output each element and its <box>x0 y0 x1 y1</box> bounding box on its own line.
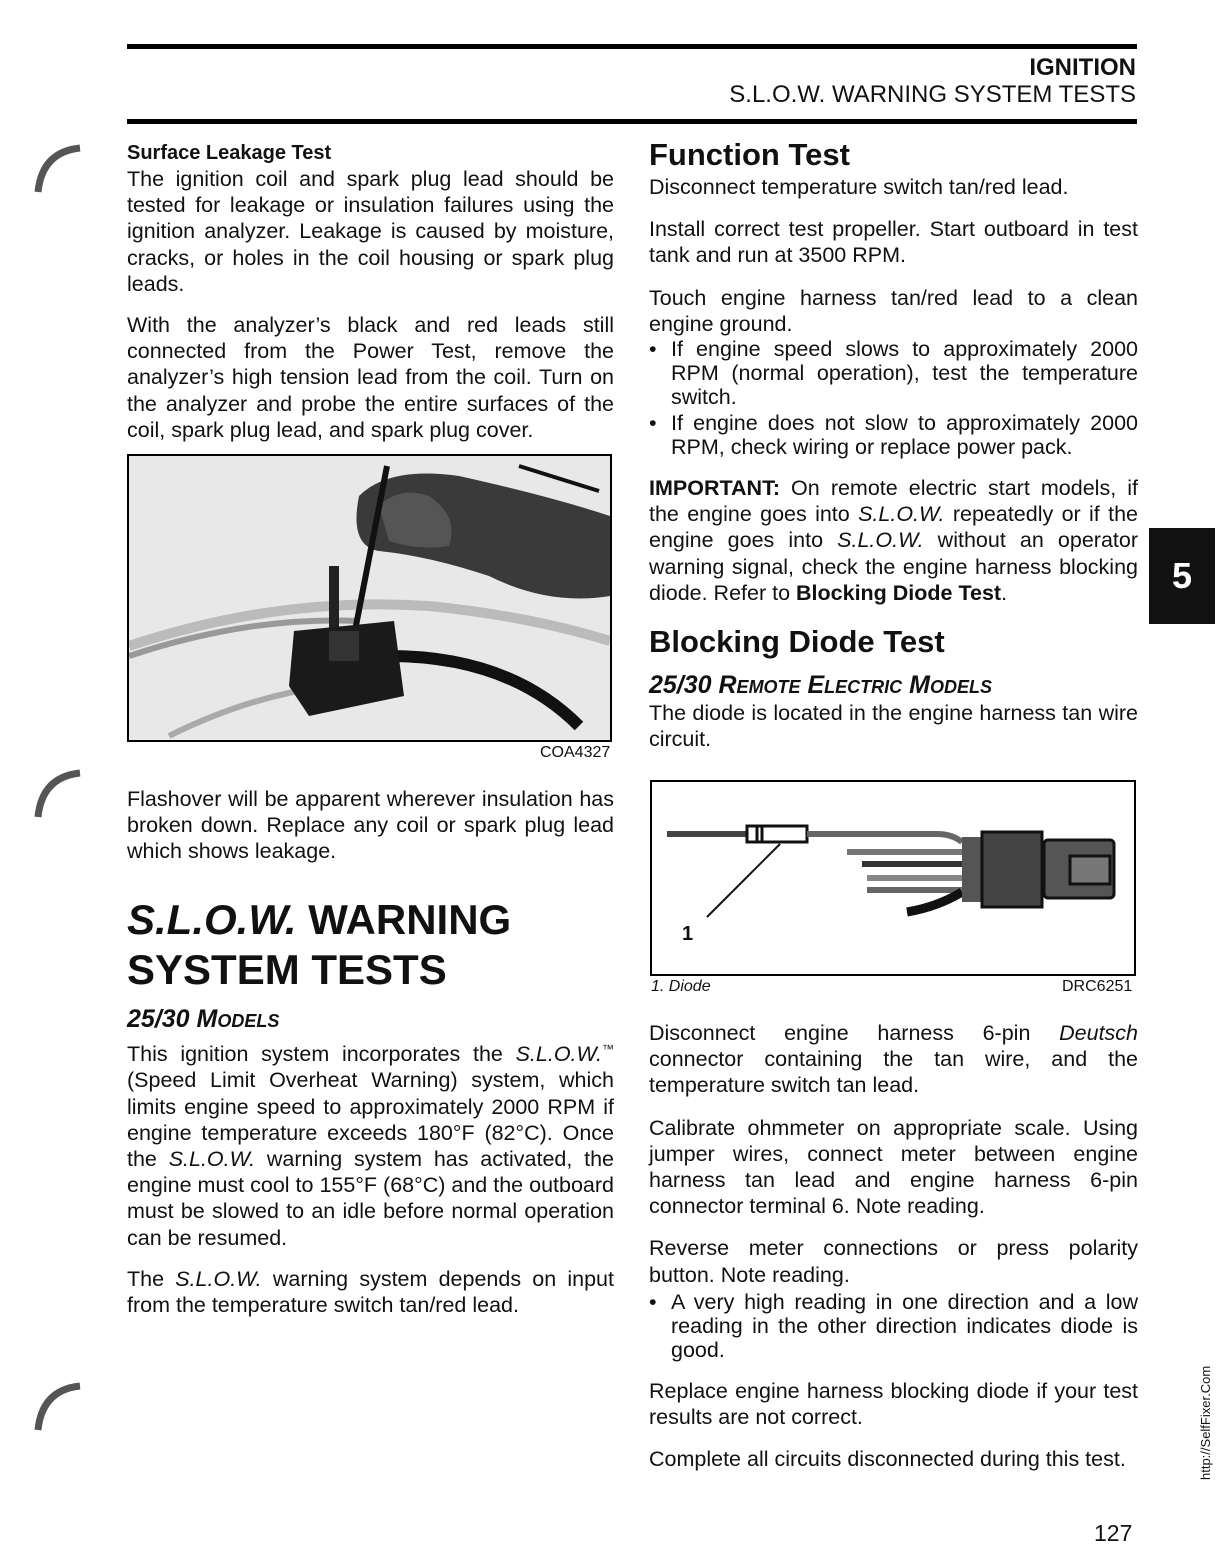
watermark-url: http://SelfFixer.Com <box>1198 1365 1213 1480</box>
punch-hole-mark-1 <box>34 140 84 200</box>
function-paragraph-3: Touch engine harness tan/red lead to a clean engine ground. <box>649 285 1138 336</box>
header-bottom-rule <box>127 119 1137 124</box>
remote-paragraph-4: Reverse meter connections or press polarity button. Note reading. <box>649 1236 1138 1287</box>
left-column-lower <box>127 786 614 865</box>
function-bullet-2: • If engine does not slow to approximately 2000 RPM, check wiring or replace power pack. <box>649 411 1138 459</box>
surface-leakage-paragraph-1: The ignition coil and spark plug lead should be tested for leakage or insulation failures using the ignition analyzer. Leakage is caused by moisture, cracks, or holes in the coil housing or spark plug leads. <box>127 167 614 296</box>
left-column <box>127 140 614 443</box>
slow-main-heading <box>127 895 614 995</box>
blocking-diode-heading: Blocking Diode Test <box>649 624 945 660</box>
header-title: IGNITION <box>1029 54 1136 81</box>
right-column-lower <box>649 1020 1138 1472</box>
figure-coil-probe-photo <box>127 454 612 742</box>
diode-callout-number: 1 <box>682 923 694 945</box>
chapter-tab: 5 <box>1149 528 1215 624</box>
figure2-code: DRC6251 <box>1062 978 1133 995</box>
figure-diode-diagram <box>650 780 1136 976</box>
function-bullet-1: • If engine speed slows to approximately 2000 RPM (normal operation), test the temperature switch. <box>649 337 1138 409</box>
header-top-rule <box>127 44 1137 49</box>
function-test-heading: Function Test <box>649 137 850 172</box>
diode-illustration <box>652 782 1134 974</box>
slow-heading-line2: SYSTEM TESTS <box>127 946 447 993</box>
slow-heading-italic: S.L.O.W. <box>127 896 297 943</box>
figure1-code: COA4327 <box>540 744 611 761</box>
slow-heading-rest: WARNING <box>296 896 512 943</box>
punch-hole-mark-2 <box>34 765 84 825</box>
function-paragraph-2: Install correct test propeller. Start outboard in test tank and run at 3500 RPM. <box>649 217 1138 268</box>
right-column <box>649 137 1138 752</box>
models-paragraph-2: The S.L.O.W. warning system depends on input from the temperature switch tan/red lead. <box>127 1266 614 1317</box>
figure2-caption: 1. Diode <box>651 978 711 995</box>
slow-section <box>127 895 614 1318</box>
remote-paragraph-1: The diode is located in the engine harness tan wire circuit. <box>649 701 1138 752</box>
remote-paragraph-6: Complete all circuits disconnected during this test. <box>649 1447 1126 1472</box>
flashover-paragraph: Flashover will be apparent wherever insulation has broken down. Replace any coil or spark plug lead which shows leakage. <box>127 787 614 864</box>
surface-leakage-heading: Surface Leakage Test <box>127 142 332 164</box>
remote-paragraph-3: Calibrate ohmmeter on appropriate scale. Using jumper wires, connect meter between engine harness tan lead and engine harness 6-pin connector terminal 6. Note reading. <box>649 1115 1138 1219</box>
remote-models-heading: 25/30 Remote Electric Models <box>649 671 992 700</box>
coil-probe-illustration <box>129 456 610 740</box>
important-paragraph: IMPORTANT: On remote electric start models, if the engine goes into S.L.O.W. repeatedly or if the engine goes into S.L.O.W. without an operator warning signal, check the engine harness blocking diode. Refer to Blocking Diode Test. <box>649 476 1138 605</box>
models-paragraph-1: This ignition system incorporates the S.L.O.W.™ (Speed Limit Overheat Warning) system, which limits engine speed to approximately 2000 RPM if engine temperature exceeds 180°F (82°C). Once the S.L.O.W. warning system has activated, the engine must cool to 155°F (68°C) and the outboard must be slowed to an idle before normal operation can be resumed. <box>127 1042 614 1250</box>
punch-hole-mark-3 <box>34 1378 84 1438</box>
remote-paragraph-2: Disconnect engine harness 6-pin Deutsch connector containing the tan wire, and the temperature switch tan lead. <box>649 1021 1138 1098</box>
models-heading: 25/30 Models <box>127 1005 280 1033</box>
page-number: 127 <box>1094 1520 1133 1546</box>
surface-leakage-paragraph-2: With the analyzer’s black and red leads still connected from the Power Test, remove the analyzer’s high tension lead from the coil. Turn on the analyzer and probe the entire surfaces of the coil, spark plug lead, and spark plug cover. <box>127 313 614 442</box>
remote-paragraph-5: Replace engine harness blocking diode if your test results are not correct. <box>649 1378 1138 1430</box>
remote-bullet-1: • A very high reading in one direction and a low reading in the other direction indicates diode is good. <box>649 1290 1138 1362</box>
header-subtitle: S.L.O.W. WARNING SYSTEM TESTS <box>729 81 1136 108</box>
function-paragraph-1: Disconnect temperature switch tan/red lead. <box>649 175 1069 199</box>
